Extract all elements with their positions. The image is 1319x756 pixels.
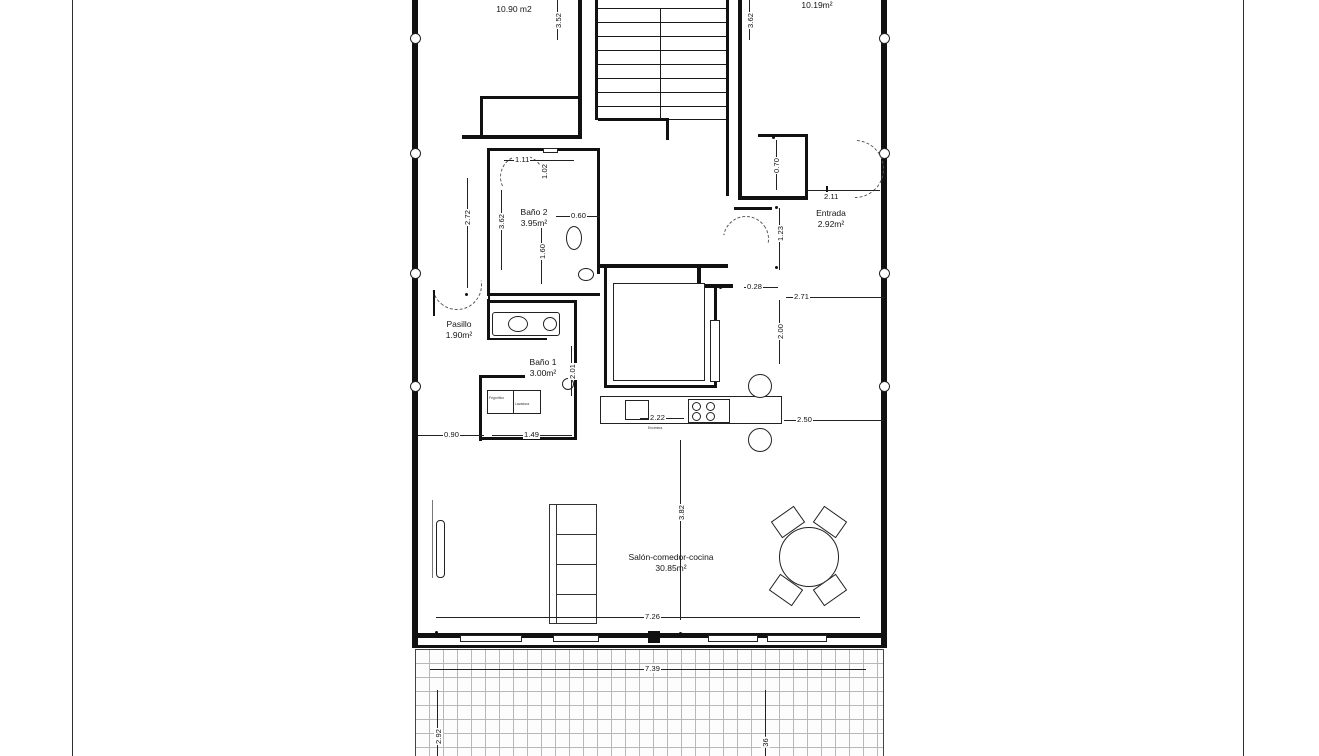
room-label-entrada [816,208,846,231]
bano2-right-wall [597,148,600,274]
room-area-bedroom-top-right: 10.19m² [801,0,833,10]
axis-mark-left-3 [410,268,421,279]
dim-text-1-23: 1.23 [776,226,785,241]
room-area-pasillo: 1.90m² [445,330,473,341]
bedroom-right-bottom-wall [738,196,808,200]
room-label-bedroom-top-left [496,4,531,15]
page-guide-right [1243,0,1244,756]
hob-burner-4 [706,412,715,421]
stool-1 [748,374,772,398]
room-label-bedroom-top-right [801,0,832,11]
bano1-top-wall [487,300,577,303]
axis-mark-left-4 [410,381,421,392]
appliance-label-countertop: Encimera [648,426,663,430]
room-label-bano-1 [530,357,557,380]
outer-wall-right [881,0,887,645]
bedroom-right-closet-wall [758,134,808,137]
axis-mark-right-3 [879,268,890,279]
hall-wall-top [600,264,728,268]
sofa-cushion-2 [556,534,597,566]
dim-text-3-82: 3.82 [677,505,686,520]
dim-line-3-82 [680,440,681,620]
hob-burner-1 [692,402,701,411]
bano2-left-wall [487,148,490,296]
facade-window-3 [708,635,758,642]
dim-text-0-70: 0.70 [772,158,781,173]
outer-wall-bottom-outer-line [412,645,887,648]
stove-icon [625,400,649,420]
dim-text-2-92: 2.92 [434,729,443,744]
dim-text-1-02: 1.02 [540,164,549,179]
bedroom-left-inner-wall-v [480,96,483,138]
room-label-bano-2 [521,207,548,230]
shower-icon-bano1 [543,317,557,331]
page-guide-left [72,0,73,756]
room-area-bano-2: 3.95m² [520,218,548,229]
bano1-left-wall-bottom [479,375,482,441]
bano2-top-wall-a [487,148,543,151]
toilet-icon-bano2 [566,226,582,250]
facade-pillar [648,631,660,643]
sofa-cushion-4 [556,594,597,624]
axis-mark-right-1 [879,33,890,44]
axis-mark-left-1 [410,33,421,44]
dim-node-a [465,135,468,138]
dim-node-f [719,286,722,289]
dim-text-0-60: 0.60 [571,211,586,220]
central-block-left [604,268,607,388]
central-block-shaft [710,320,720,382]
bedroom-left-bottom-wall [462,135,582,139]
dim-text-2-72: 2.72 [463,210,472,225]
outer-wall-left [412,0,418,645]
sink-icon-bano2 [578,268,594,281]
hob-burner-2 [706,402,715,411]
door-swing-icon-hall [714,207,778,271]
bano2-door-opening [543,148,558,153]
dim-node-b [465,293,468,296]
dim-text-7-39: 7.39 [645,664,660,673]
dim-text-3-52: 3.52 [554,13,563,28]
dim-node-g [679,632,682,635]
appliance-label-washer: Lavadora [515,402,530,406]
pasillo-door-leaf [433,290,435,316]
stool-2 [748,428,772,452]
room-name-pasillo: Pasillo [446,319,472,329]
central-block-inner [613,283,705,381]
dim-node-e [775,266,778,269]
dim-node-h [435,631,438,634]
dim-line-2-92 [437,690,438,756]
room-area-entrada: 2.92m² [817,219,845,230]
facade-window-4 [767,635,827,642]
dim-text-1-49: 1.49 [524,430,539,439]
dim-text-2-71: 2.71 [794,292,809,301]
bedroom-left-right-wall [578,0,582,139]
dim-text-1-11: 1.11 [515,155,530,164]
appliance-label-fridge: Frigorífico [489,396,505,400]
dim-text-2-11: 2.11 [824,192,839,201]
fridge-icon [487,390,515,414]
stair-wall-right [726,0,729,196]
stair-landing-wall-v [666,118,669,140]
bano1-left-wall-top [487,300,490,340]
terrace-right-edge [883,649,884,756]
kitchen-nook-top-wall [479,375,525,378]
dim-text-7-26: 7.26 [645,612,660,621]
room-area-bedroom-top-left: 10.90 m2 [496,4,532,14]
dim-line-2-72 [467,178,468,288]
sofa-cushion-1 [556,504,597,536]
stair-landing-wall [598,118,668,121]
terrace-left-edge [415,649,416,756]
hob-burner-3 [692,412,701,421]
room-area-bano-1: 3.00m² [529,368,557,379]
dim-text-2-00: 2.00 [776,324,785,339]
room-area-salon: 30.85m² [655,563,687,574]
dim-line-3-62 [501,190,502,270]
bano2-bottom-wall [487,293,600,296]
dim-text-2-22: 2.22 [650,413,665,422]
dim-text-36: 36 [760,738,770,747]
dim-text-0-28: 0.28 [747,282,762,291]
bedroom-right-left-wall [738,0,742,200]
stairs-icon [598,8,726,120]
dim-text-1-60: 1.60 [538,244,547,259]
dim-text-3-62-left: 3.62 [497,214,506,229]
central-block-bottom [604,385,717,388]
facade-window-1 [460,635,522,642]
facade-window-2 [553,635,599,642]
terrace-top-edge [415,649,883,650]
sofa-cushion-3 [556,564,597,596]
bedroom-left-inner-wall-h [480,96,580,99]
wall-detail-line [432,500,433,578]
dim-line-2-11 [808,190,880,191]
dim-node-c [772,136,775,139]
wall-niche-left [436,520,445,578]
room-name-salon: Salón-comedor-cocina [628,552,714,562]
dim-node-d [775,206,778,209]
room-label-salon [628,552,713,575]
bano1-divider-wall [487,338,547,340]
axis-mark-left-2 [410,148,421,159]
entrance-wall-stub [734,207,772,210]
room-name-entrada: Entrada [816,208,846,218]
dim-text-3-62-top: 3.62 [746,13,755,28]
dim-text-0-90: 0.90 [444,430,459,439]
room-name-bano-2: Baño 2 [520,207,548,217]
sink-icon-bano1 [508,316,528,332]
room-label-pasillo [446,319,472,342]
room-name-bano-1: Baño 1 [529,357,557,367]
dim-text-2-01: 2.01 [568,364,577,379]
dim-text-2-50: 2.50 [797,415,812,424]
axis-mark-right-4 [879,381,890,392]
bano2-top-wall-b [556,148,600,151]
